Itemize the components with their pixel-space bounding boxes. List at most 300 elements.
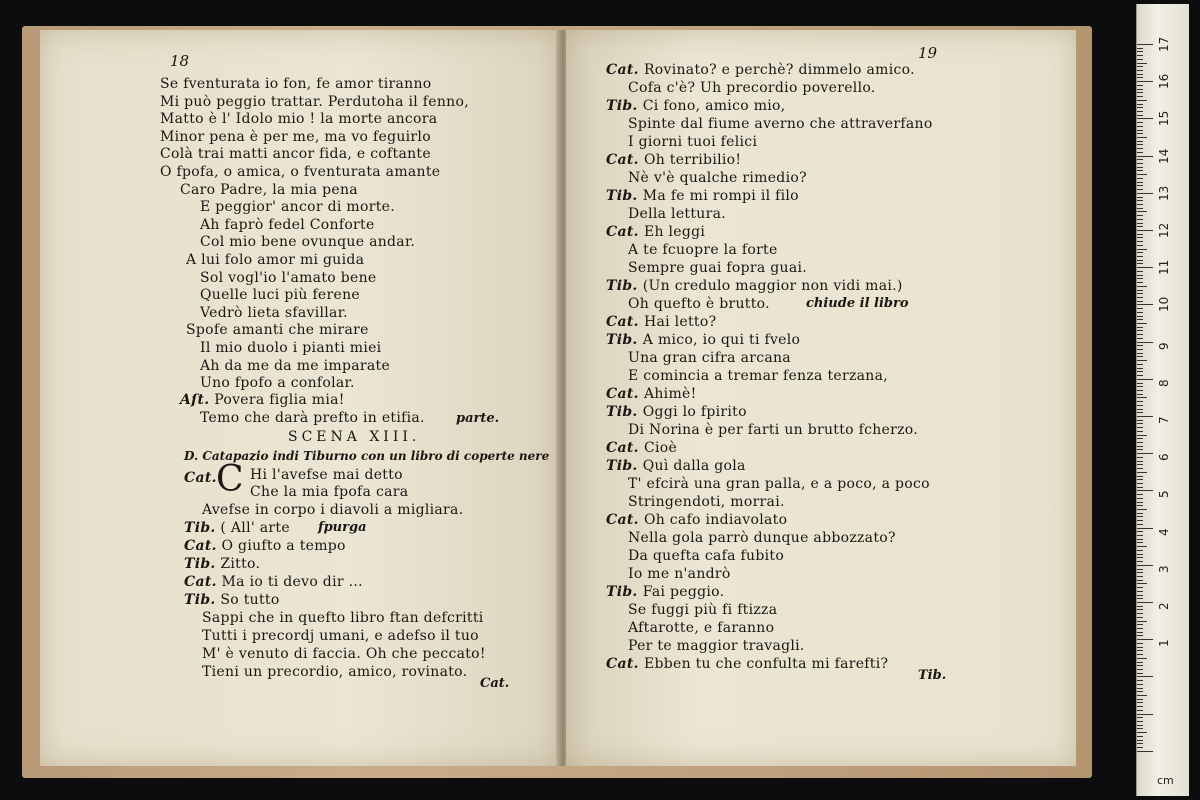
ruler-tick [1137,70,1143,71]
ruler-tick [1137,260,1143,261]
ruler-tick [1137,483,1143,484]
ruler-tick [1137,156,1153,157]
ruler-tick [1137,48,1143,49]
ruler-tick [1137,107,1143,108]
ruler-tick [1137,55,1143,56]
scene-heading: D. Catapazio indi Tiburno con un libro di coperte nere [184,449,550,463]
dialogue-line [606,386,697,402]
ruler-tick [1137,717,1143,718]
speaker-label: Tib. [606,332,643,348]
ruler-tick [1137,557,1143,558]
speaker-label: Cat. [606,656,644,672]
drop-cap: C [216,459,244,500]
ruler-tick [1137,699,1143,700]
ruler-tick [1137,669,1143,670]
ruler-tick [1137,51,1143,52]
ruler-tick [1137,602,1153,603]
verse-text: Ci fono, amico mio, [642,98,786,114]
ruler-tick [1137,349,1143,350]
ruler-tick [1137,304,1153,305]
ruler-tick [1137,550,1143,551]
ruler-tick [1137,118,1153,119]
ruler-tick [1137,591,1143,592]
verse-line: Tieni un precordio, amico, rovinato. [202,664,468,680]
ruler-tick [1137,204,1143,205]
verse-line: Colà trai matti ancor fida, e coftante [160,146,431,163]
ruler-tick [1137,680,1143,681]
ruler-tick [1137,130,1143,131]
ruler-tick [1137,516,1143,517]
ruler-tick [1137,174,1147,175]
ruler-number: 1 [1157,639,1171,648]
ruler-tick [1137,580,1143,581]
ruler-tick [1137,412,1143,413]
verse-line: Matto è l' Idolo mio ! la morte ancora [160,111,438,128]
verse-line: Tutti i precordj umani, e adefso il tuo [202,628,479,644]
dialogue-line [628,368,888,384]
dialogue-line [606,62,915,78]
speech-line [184,592,280,608]
speaker-label: Cat. [606,512,644,528]
verse-line: Ah da me da me imparate [200,357,391,374]
ruler-tick [1137,111,1143,112]
ruler-tick [1137,85,1143,86]
speaker-label: Cat. [184,538,217,554]
ruler-tick [1137,63,1147,64]
dialogue-line [606,152,741,168]
ruler-tick [1137,747,1143,748]
ruler-tick [1137,691,1143,692]
speech-line [184,538,346,554]
ruler-tick [1137,386,1143,387]
ruler-tick [1137,617,1143,618]
page-number: 19 [918,44,938,62]
dialogue-line [606,404,747,420]
ruler-tick [1137,554,1143,555]
ruler-number: 6 [1157,453,1171,462]
speaker-label: Cat. [184,470,217,486]
ruler-tick [1137,401,1143,402]
speech-line [184,556,260,572]
right-page [566,30,1076,766]
ruler-tick [1137,104,1143,105]
ruler-tick [1137,468,1143,469]
ruler-tick [1137,420,1143,421]
verse-text: Per te maggior travagli. [628,638,805,654]
dialogue-line [606,314,716,330]
verse-text: Povera figlia mia! [214,392,345,408]
ruler-tick [1137,405,1143,406]
ruler-number: 3 [1157,565,1171,573]
ruler-tick [1137,334,1143,335]
dialogue-line [628,170,807,186]
ruler-tick [1137,639,1153,640]
ruler-tick [1137,658,1147,659]
ruler-tick [1137,572,1143,573]
verse-text: Quì dalla gola [642,458,746,474]
ruler-tick [1137,423,1143,424]
ruler-tick [1137,133,1143,134]
ruler-tick [1137,576,1143,577]
ruler-tick [1137,539,1143,540]
ruler-tick [1137,487,1143,488]
speaker-label: Tib. [606,404,643,420]
ruler-tick [1137,249,1147,250]
ruler-tick [1137,360,1147,361]
ruler-tick [1137,185,1143,186]
ruler-tick [1137,167,1143,168]
ruler-tick [1137,442,1143,443]
verse-text: Oggi lo fpirito [642,404,747,420]
verse-text: Da quefta cafa fubito [628,548,785,564]
verse-line: O fpofa, o amica, o fventurata amante [160,164,441,180]
verse-text: Di Norina è per farti un brutto fcherzo. [628,422,919,438]
ruler-tick [1137,479,1143,480]
verse-text: Rovinato? e perchè? dimmelo amico. [643,62,915,78]
stage-direction: parte. [456,411,500,426]
ruler-tick [1137,502,1143,503]
dialogue-line [606,458,746,474]
ruler-tick [1137,163,1143,164]
ruler-tick [1137,409,1143,410]
ruler-number: 9 [1157,341,1171,350]
speech-line [200,410,425,426]
ruler-tick [1137,725,1143,726]
verse-text: Avefse in corpo i diavoli a migliara. [202,502,464,518]
ruler-tick [1137,632,1143,633]
ruler-tick [1137,44,1153,45]
ruler-tick [1137,673,1143,674]
dialogue-line [606,440,677,456]
verse-text: Oh cafo indiavolato [643,512,788,528]
verse-text: A mico, io qui ti fvelo [642,332,801,348]
ruler-tick [1137,267,1153,268]
verse-text: Oh terribilio! [643,152,742,168]
ruler-tick [1137,81,1153,82]
ruler-tick [1137,330,1143,331]
ruler-tick [1137,595,1143,596]
ruler-tick [1137,714,1153,715]
ruler-number: 17 [1157,36,1171,52]
verse-text: Zitto. [220,556,261,572]
ruler-tick [1137,327,1143,328]
dialogue-line [606,332,800,348]
verse-text: Della lettura. [628,206,726,222]
ruler-number: 5 [1157,490,1171,499]
verse-text: Ma io ti devo dir ... [221,574,363,590]
ruler-tick [1137,356,1143,357]
ruler-tick [1137,453,1153,454]
ruler-tick [1137,743,1143,744]
ruler-tick [1137,569,1143,570]
ruler-tick [1137,449,1143,450]
speaker-label: Tib. [184,592,216,608]
ruler-tick [1137,263,1143,264]
ruler-tick [1137,751,1153,752]
verse-text: Stringendoti, morrai. [628,494,785,510]
ruler-tick [1137,643,1143,644]
ruler-tick [1137,654,1143,655]
ruler-tick [1137,230,1153,231]
ruler-tick [1137,561,1143,562]
verse-line: Ah faprò fedel Conforte [200,216,375,233]
verse-text: Oh quefto è brutto. [628,296,770,312]
ruler-tick [1137,59,1143,60]
ruler-tick [1137,684,1143,685]
ruler-number: 4 [1157,527,1171,536]
speech-line [184,520,290,536]
speaker-label: Tib. [606,458,643,474]
ruler-tick [1137,297,1143,298]
ruler-tick [1137,66,1143,67]
dialogue-line [628,548,784,564]
ruler-tick [1137,126,1143,127]
ruler-tick [1137,271,1143,272]
ruler-tick [1137,695,1147,696]
ruler-tick [1137,182,1143,183]
speaker-label: Cat. [606,440,644,456]
ruler-tick [1137,312,1143,313]
ruler-tick [1137,290,1143,291]
speaker-label: Cat. [606,62,644,78]
ruler-tick [1137,275,1143,276]
dialogue-line [606,98,786,114]
verse-text: Ma fe mi rompi il filo [642,188,799,204]
ruler-tick [1137,141,1143,142]
page-number: 18 [170,52,190,70]
ruler-tick [1137,245,1143,246]
ruler-tick [1137,397,1147,398]
verse-line: Col mio bene ovunque andar. [200,234,416,251]
ruler-tick [1137,662,1143,663]
dialogue-line [628,206,726,222]
ruler-tick [1137,152,1143,153]
ruler-tick [1137,520,1143,521]
speaker-label: Aſt. [180,392,210,408]
verse-text: O giufto a tempo [221,538,346,554]
ruler-tick [1137,710,1143,711]
speech-line [180,392,345,408]
verse-text: Spinte dal fiume averno che attraverfano [628,116,933,132]
dialogue-line [606,656,888,672]
stage-direction: fpurga [318,520,367,535]
speaker-label: Tib. [606,188,643,204]
ruler-number: 8 [1157,379,1171,387]
stage-direction: chiude il libro [806,296,909,311]
ruler-tick [1137,740,1143,741]
dialogue-line [628,422,918,438]
ruler-tick [1137,375,1143,376]
ruler-tick [1137,92,1143,93]
ruler-number: 12 [1157,222,1171,238]
verse-text: Nè v'è qualche rimedio? [628,170,807,186]
verse-text: Che la mia fpofa cara [250,484,409,500]
ruler-tick [1137,383,1143,384]
ruler-tick [1137,137,1147,138]
ruler-tick [1137,565,1153,566]
ruler-tick [1137,353,1143,354]
ruler-tick [1137,647,1143,648]
dialogue-line [628,116,933,132]
ruler-tick [1137,208,1143,209]
ruler-tick [1137,316,1143,317]
ruler-tick [1137,490,1153,491]
ruler-tick [1137,159,1143,160]
verse-text: Ahimè! [643,386,697,402]
verse-line: Sappi che in quefto libro ftan defcritti [202,610,484,626]
ruler-tick [1137,431,1143,432]
verse-text: Nella gola parrò dunque abbozzato? [628,530,896,546]
ruler-tick [1137,542,1143,543]
ruler-tick [1137,476,1143,477]
ruler-tick [1137,234,1143,235]
ruler-tick [1137,342,1153,343]
ruler-tick [1137,736,1143,737]
verse-text: E comincia a tremar fenza terzana, [628,368,888,384]
ruler-tick [1137,606,1143,607]
verse-text: T' efcirà una gran palla, e a poco, a poco [628,476,930,492]
verse-line: Minor pena è per me, ma vo feguirlo [160,128,431,145]
ruler-tick [1137,688,1143,689]
ruler-tick [1137,427,1143,428]
ruler-number: 2 [1157,602,1171,610]
ruler-tick [1137,301,1143,302]
verse-text: A te fcuopre la forte [628,242,778,258]
ruler-tick [1137,226,1143,227]
speaker-label: Tib. [184,520,216,536]
ruler-number: 16 [1157,73,1171,90]
ruler-tick [1137,732,1147,733]
ruler-tick [1137,665,1143,666]
ruler-tick [1137,338,1143,339]
ruler-tick [1137,215,1143,216]
verse-line: Se fventurata io fon, fe amor tiranno [160,76,432,92]
ruler-tick [1137,613,1143,614]
verse-text: I giorni tuoi felici [628,134,758,150]
measuring-ruler [1136,4,1189,796]
ruler-tick [1137,89,1143,90]
speaker-label: Cat. [606,314,644,330]
speaker-label: Tib. [606,98,643,114]
ruler-tick [1137,293,1143,294]
ruler-tick [1137,178,1143,179]
ruler-tick [1137,587,1143,588]
verse-text: Se fuggi più fi ftizza [628,602,778,618]
ruler-tick [1137,531,1143,532]
ruler-tick [1137,609,1143,610]
ruler-tick [1137,438,1143,439]
speech-line [184,574,363,590]
catchword: Cat. [480,676,510,691]
ruler-tick [1137,286,1147,287]
ruler-number: 7 [1157,416,1171,424]
verse-text: (Un credulo maggior non vidi mai.) [642,278,903,294]
verse-text: Cioè [643,440,678,456]
ruler-tick [1137,461,1143,462]
ruler-tick [1137,278,1143,279]
ruler-tick [1137,650,1143,651]
ruler-tick [1137,148,1143,149]
ruler-tick [1137,728,1143,729]
ruler-tick [1137,702,1143,703]
ruler-number: 11 [1157,259,1171,276]
verse-line: Caro Padre, la mia pena [180,181,358,198]
ruler-tick [1137,524,1143,525]
catchword: Tib. [918,668,947,683]
dialogue-line [628,296,770,312]
verse-text: Una gran cifra arcana [628,350,791,366]
verse-text: Fai peggio. [642,584,725,600]
verse-line: Sol vogl'io l'amato bene [200,269,377,286]
ruler-tick [1137,364,1143,365]
dialogue-line [606,188,799,204]
ruler-tick [1137,394,1143,395]
verse-text: Cofa c'è? Uh precordio poverello. [628,80,876,96]
dialogue-line [606,512,787,528]
ruler-tick [1137,721,1143,722]
ruler-tick [1137,223,1143,224]
dialogue-line [606,224,705,240]
ruler-tick [1137,598,1143,599]
verse-line: Vedrò lieta sfavillar. [200,304,348,321]
dialogue-line [628,476,930,492]
ruler-number: 15 [1157,111,1171,127]
ruler-tick [1137,170,1143,171]
speaker-label: Cat. [606,224,644,240]
ruler-tick [1137,189,1143,190]
verse-text: Eh leggi [643,224,706,240]
ruler-tick [1137,509,1147,510]
speaker-label: Cat. [184,574,217,590]
speaker-label: Tib. [606,278,643,294]
ruler-tick [1137,237,1143,238]
ruler-tick [1137,472,1147,473]
verse-line: Quelle luci più ferene [200,287,360,304]
dialogue-line [628,134,757,150]
ruler-tick [1137,583,1147,584]
ruler-tick [1137,345,1143,346]
ruler-tick [1137,122,1143,123]
dialogue-line [606,584,724,600]
ruler-tick [1137,319,1143,320]
speaker-label: Tib. [184,556,216,572]
ruler-tick [1137,256,1143,257]
left-page [40,30,560,766]
ruler-tick [1137,416,1153,417]
verse-line: Mi può peggio trattar. Perdutoha il fenno, [160,93,469,110]
ruler-tick [1137,390,1143,391]
dialogue-line [628,242,778,258]
ruler-tick [1137,241,1143,242]
verse-line: Uno fpofo a confolar. [200,375,355,392]
ruler-tick [1137,74,1143,75]
verse-text: Aftarotte, e faranno [628,620,775,636]
dialogue-line [628,530,896,546]
dialogue-line [628,80,876,96]
ruler-tick [1137,676,1153,677]
dialogue-line [628,620,774,636]
ruler-tick [1137,624,1143,625]
ruler-unit: cm [1157,774,1174,787]
ruler-tick [1137,323,1147,324]
speaker-label: Tib. [606,584,643,600]
ruler-tick [1137,115,1143,116]
ruler-tick [1137,635,1143,636]
verse-text: Hi l'avefse mai detto [250,467,403,483]
dialogue-line [628,638,805,654]
ruler-tick [1137,100,1147,101]
ruler-tick [1137,628,1143,629]
